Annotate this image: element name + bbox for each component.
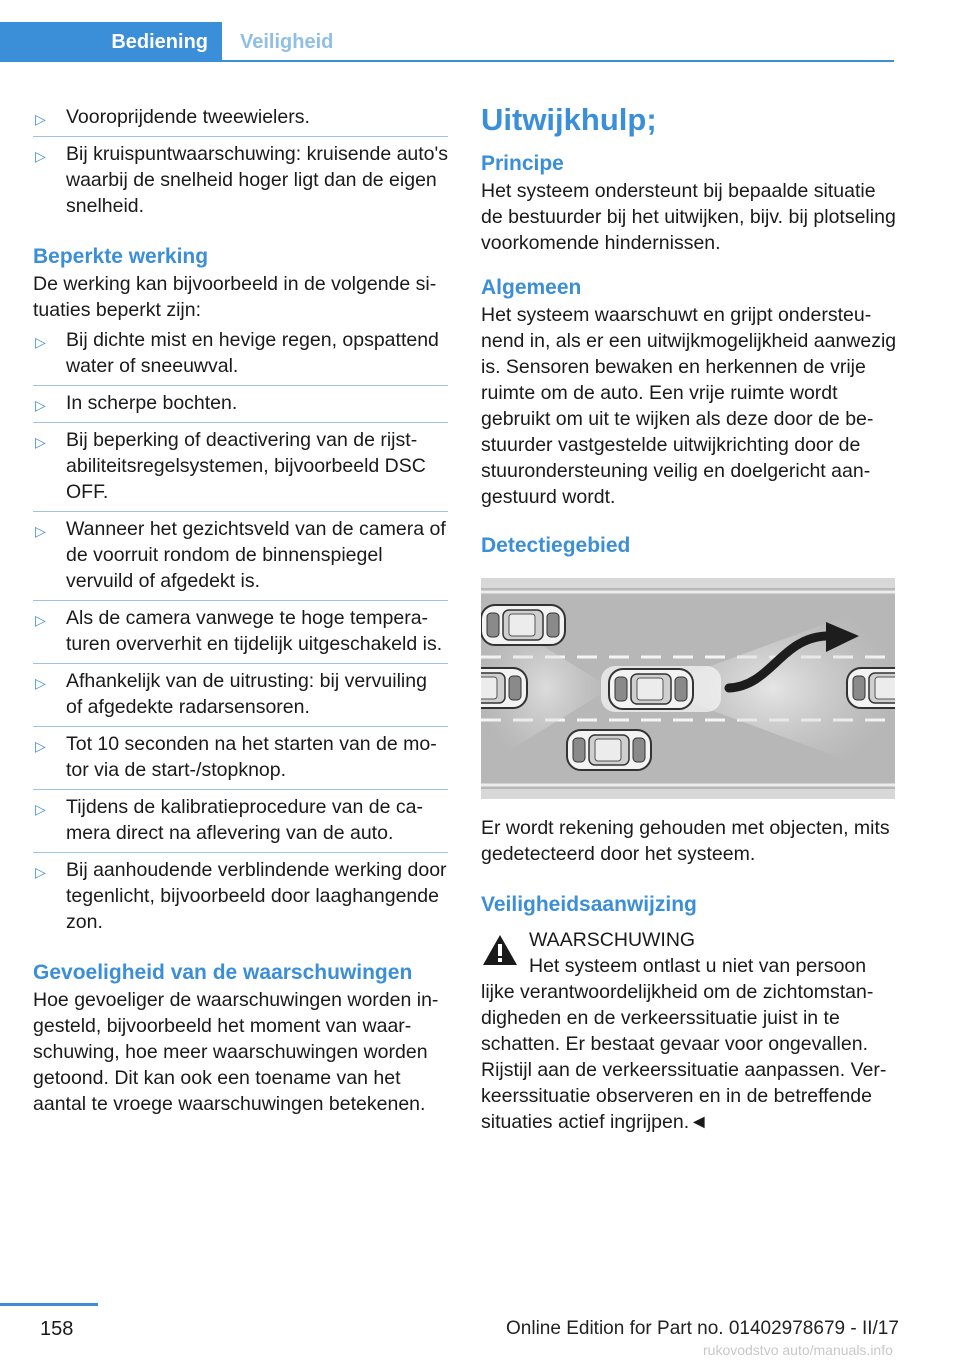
list-item: ▷ Bij dichte mist en hevige regen, opspattend water of sneeuwval. xyxy=(33,323,448,386)
triangle-bullet-icon: ▷ xyxy=(35,334,46,350)
triangle-bullet-icon: ▷ xyxy=(35,397,46,413)
sensitivity-heading: Gevoeligheid van de waarschuwingen xyxy=(33,961,413,984)
bullet-list-limited xyxy=(33,323,448,941)
triangle-bullet-icon: ▷ xyxy=(35,675,46,691)
general-text: Het systeem waarschuwt en grijpt ondersteunend in, als er een uitwijkmogelijkheid aanwezig is. Sensoren bewaken en herkennen de vrije ruimte om de auto. Een vrije ruimte wordt gebruikt om uit te wijken als deze door de bestuurder vastgestelde uitwijkrichting door de stuurondersteuning veilig en doelgericht aangestuurd wordt. xyxy=(481,304,897,508)
principle-text: Het systeem ondersteunt bij bepaalde situatie de bestuurder bij het uitwijken, bijv. bij plotseling voorkomende hindernissen. xyxy=(481,180,896,254)
tab-veiligheid[interactable]: Veiligheid xyxy=(240,31,334,53)
page-header xyxy=(0,0,960,62)
header-divider xyxy=(222,60,894,62)
bullet-list-top xyxy=(33,100,448,225)
triangle-bullet-icon: ▷ xyxy=(35,434,46,450)
general-heading: Algemeen xyxy=(481,276,582,299)
right-column xyxy=(481,100,897,1135)
car-middle-right xyxy=(847,668,895,708)
list-item: ▷ In scherpe bochten. xyxy=(33,386,448,423)
limited-intro: De werking kan bijvoorbeeld in de volgende situaties beperkt zijn: xyxy=(33,273,437,321)
triangle-bullet-icon: ▷ xyxy=(35,612,46,628)
list-item: ▷ Bij beperking of deactivering van de rijstabiliteitsregelsystemen, bijvoorbeeld DSC OFF. xyxy=(33,423,448,512)
triangle-bullet-icon: ▷ xyxy=(35,864,46,880)
detection-text: Er wordt rekening gehouden met objecten, mits gedetecteerd door het systeem. xyxy=(481,817,890,865)
list-item: ▷ Tijdens de kalibratieprocedure van de camera direct na aflevering van de auto. xyxy=(33,790,448,853)
warning-first-line: Het systeem ontlast u niet van persoon xyxy=(529,955,867,977)
list-item: ▷ Vooroprijdende tweewielers. xyxy=(33,100,448,137)
detection-area-diagram xyxy=(481,578,895,799)
warning-text: lijke verantwoordelijkheid om de zichtomstandigheden en de verkeerssituatie juist in te schatten. Er bestaat gevaar voor ongevallen. Rijstijl aan de verkeerssituatie aanpassen. Verkeerssituatie observeren en in de betreffende situaties actief ingrijpen.◄ xyxy=(481,981,887,1133)
triangle-bullet-icon: ▷ xyxy=(35,148,46,164)
warning-triangle-icon xyxy=(481,933,519,967)
limited-heading: Beperkte werking xyxy=(33,245,209,268)
triangle-bullet-icon: ▷ xyxy=(35,738,46,754)
car-left-lane-1 xyxy=(481,605,565,645)
list-item: ▷ Als de camera vanwege te hoge temperaturen oververhit en tijdelijk uitgeschakeld is. xyxy=(33,601,448,664)
triangle-bullet-icon: ▷ xyxy=(35,111,46,127)
list-item: ▷ Bij kruispuntwaarschuwing: kruisende auto's waarbij de snelheid hoger ligt dan de eigen snelheid. xyxy=(35,143,449,217)
safety-heading: Veiligheidsaanwijzing xyxy=(481,893,697,916)
road-edge-bottom xyxy=(481,789,895,799)
list-item: ▷ Wanneer het gezichtsveld van de camera of de voorruit rondom de binnenspiegel vervuild of afgedekt is. xyxy=(33,512,448,601)
left-column xyxy=(33,100,448,1117)
tab-bediening[interactable]: Bediening xyxy=(0,22,222,62)
list-item: ▷ Bij aanhoudende verblindende werking door tegenlicht, bijvoorbeeld door laaghangende zon. xyxy=(35,859,447,933)
list-item: ▷ Tot 10 seconden na het starten van de motor via de start-/stopknop. xyxy=(33,727,448,790)
car-middle-left xyxy=(481,668,527,708)
footer-divider xyxy=(0,1303,98,1306)
triangle-bullet-icon: ▷ xyxy=(35,801,46,817)
warning-label: WAARSCHUWING xyxy=(529,929,696,951)
car-bottom-lane xyxy=(567,730,651,770)
page-title: Uitwijkhulp; xyxy=(481,102,657,137)
sensitivity-text: Hoe gevoeliger de waarschuwingen worden ingesteld, bijvoorbeeld het moment van waarschuwing, hoe meer waarschuwingen worden getoond. Dit kan ook een toename van het aantal te vroege waarschuwingen betekenen. xyxy=(33,989,439,1115)
principle-heading: Principe xyxy=(481,152,564,175)
ego-car xyxy=(609,669,693,709)
triangle-bullet-icon: ▷ xyxy=(35,523,46,539)
road-edge-top xyxy=(481,578,895,588)
page-number: 158 xyxy=(40,1318,74,1340)
detection-heading: Detectiegebied xyxy=(481,534,631,557)
warning-block xyxy=(481,927,897,979)
list-item: ▷ Afhankelijk van de uitrusting: bij vervuiling of afgedekte radarsensoren. xyxy=(33,664,448,727)
edition-info: Online Edition for Part no. 01402978679 - II/17 xyxy=(506,1318,899,1339)
watermark: rukovodstvo auto/manuals.info xyxy=(703,1342,893,1358)
